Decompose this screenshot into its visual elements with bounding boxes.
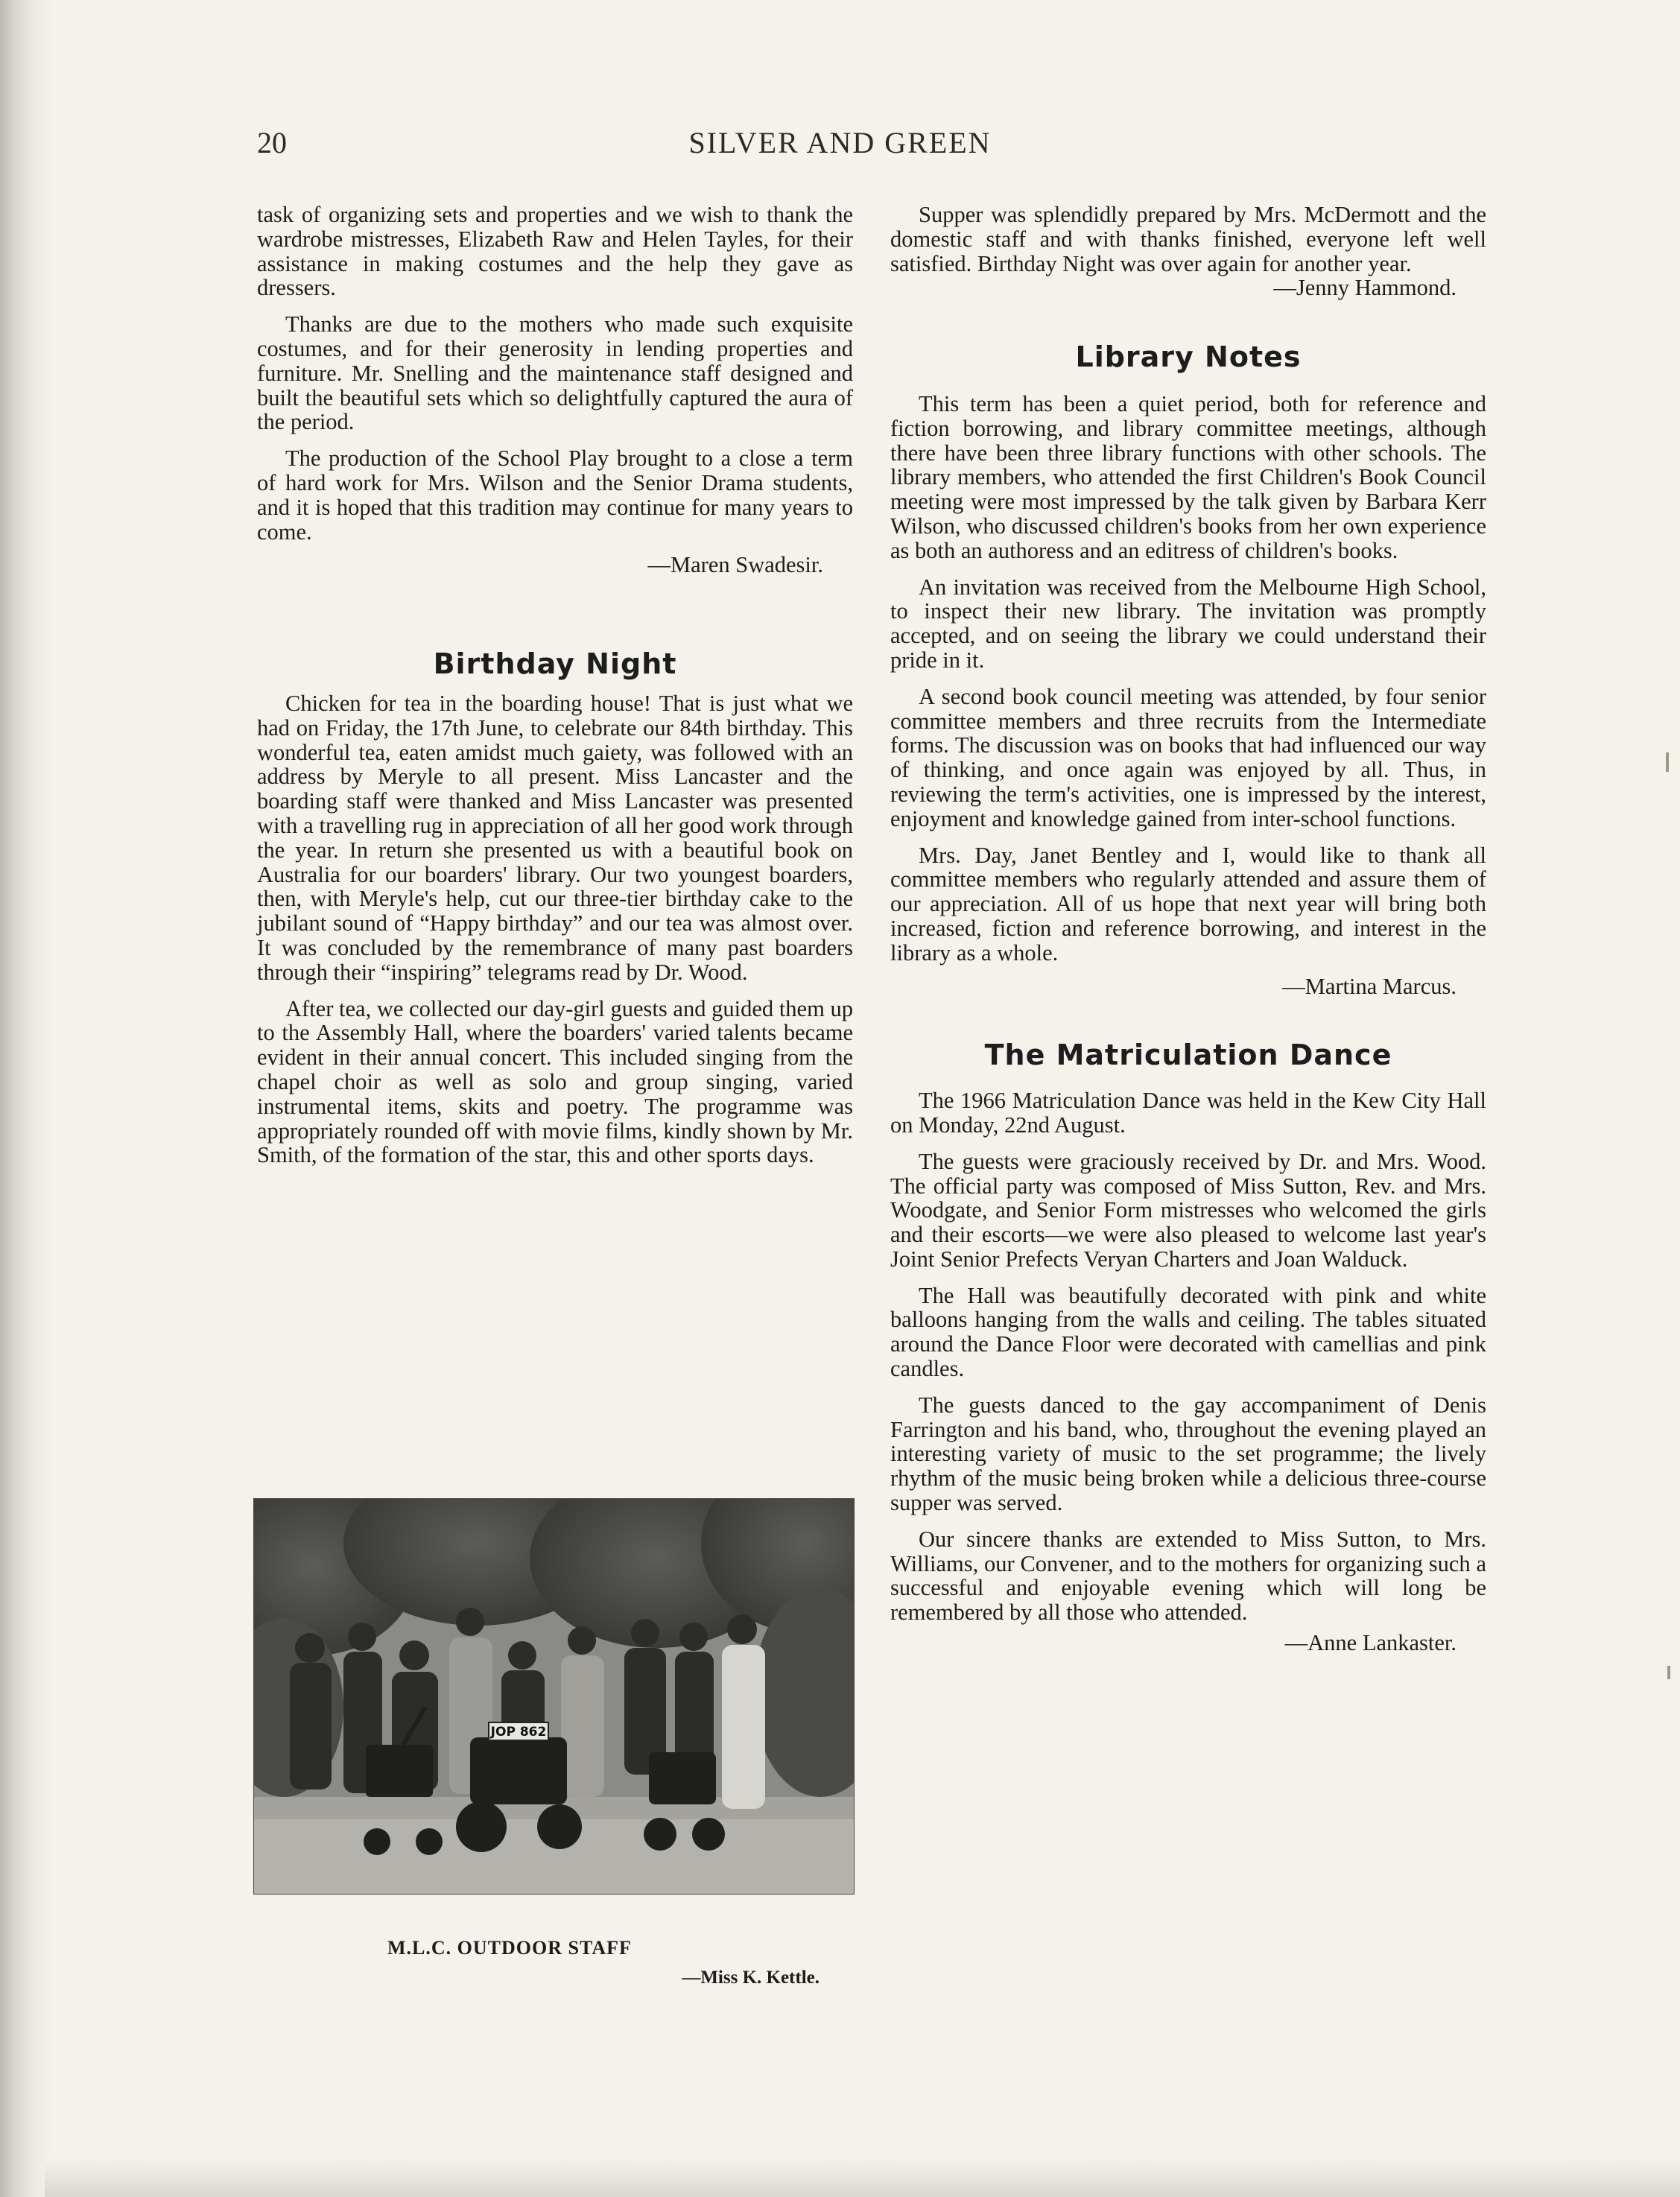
library-paragraph: Mrs. Day, Janet Bentley and I, would like to thank all committee members who regularly attended and assure them of our appreciation. All of us hope that next year will bring both increased, fiction and reference borrowing, and interest in the library as a whole. bbox=[890, 842, 1486, 966]
play-paragraph: task of organizing sets and properties and we wish to thank the wardrobe mistresses, Elizabeth Raw and Helen Tayles, for their assistance in making costumes and the help they gave as dressers. bbox=[257, 202, 853, 301]
matriculation-dance-heading: The Matriculation Dance bbox=[984, 1039, 1392, 1072]
library-notes-heading: Library Notes bbox=[1075, 340, 1302, 374]
dance-paragraph: Our sincere thanks are extended to Miss Sutton, to Mrs. Williams, our Convener, and to the mothers for organizing such a successful and enjoyable evening which will long be remembered by all those who attended. bbox=[890, 1526, 1486, 1626]
library-paragraph: An invitation was received from the Melbourne High School, to inspect their new library. The invitation was promptly accepted, and on seeing the library we could understand their pride in it. bbox=[890, 574, 1486, 673]
outdoor-staff-photo bbox=[253, 1498, 855, 1895]
birthday-paragraph: After tea, we collected our day-girl guests and guided them up to the Assembly Hall, where the boarders' varied talents became evident in their annual concert. This included singing from the chapel choir as well as solo and group singing, varied instrumental items, skits and poetry. The programme was appropriately rounded off with movie films, kindly shown by Mr. Smith, of the formation of the star, this and other sports days. bbox=[257, 995, 853, 1168]
page-edge-mark bbox=[1667, 1666, 1670, 1679]
dance-paragraph: The 1966 Matriculation Dance was held in the Kew City Hall on Monday, 22nd August. bbox=[890, 1088, 1486, 1138]
page-edge-mark bbox=[1666, 752, 1669, 772]
birthday-night-heading: Birthday Night bbox=[433, 647, 677, 681]
library-paragraph: This term has been a quiet period, both for reference and fiction borrowing, and library committee meetings, although there have been three library functions with other schools. The library members, who attended the first Children's Book Council meeting were most impressed by the talk given by Barbara Kerr Wilson, who discussed children's books from her own experience as both an authoress and an editress of children's books. bbox=[890, 390, 1486, 563]
dance-paragraph: The Hall was beautifully decorated with pink and white balloons hanging from the walls and ceiling. The tables situated around the Dance Floor were decorated with camellias and pink candles. bbox=[890, 1282, 1486, 1382]
play-signature: —Maren Swadesir. bbox=[647, 552, 823, 578]
page-number: 20 bbox=[257, 126, 287, 159]
dance-signature: —Anne Lankaster. bbox=[1284, 1630, 1456, 1656]
play-paragraph: Thanks are due to the mothers who made such exquisite costumes, and for their generosity in lending properties and furniture. Mr. Snelling and the maintenance staff designed and built the beautiful sets which so delightfully captured the aura of the period. bbox=[257, 311, 853, 435]
supper-paragraph: Supper was splendidly prepared by Mrs. McDermott and the domestic staff and with thanks finished, everyone left well satisfied. Birthday Night was over again for another year. bbox=[890, 202, 1486, 276]
mower-number-plate: JOP 862 bbox=[490, 1725, 547, 1740]
photo-caption: M.L.C. OUTDOOR STAFF bbox=[387, 1937, 632, 1959]
play-paragraph: The production of the School Play brought to a close a term of hard work for Mrs. Wilson and the Senior Drama students, and it is hoped that this tradition may continue for many years to come. bbox=[257, 446, 853, 545]
birthday-paragraph: Chicken for tea in the boarding house! That is just what we had on Friday, the 17th June, to celebrate our 84th birthday. This wonderful tea, eaten amidst much gaiety, was followed with an address by Meryle to all present. Miss Lancaster and the boarding staff were thanked and Miss Lancaster was presented with a travelling rug in appreciation of all her good work through the year. In return she presented us with a beautiful book on Australia for our boarders' library. Our two youngest boarders, then, with Meryle's help, cut our three-tier birthday cake to the jubilant sound of “Happy birthday” and our tea was almost over. It was concluded by the remembrance of many past boarders through their “inspiring” telegrams read by Dr. Wood. bbox=[257, 690, 853, 985]
supper-signature: —Jenny Hammond. bbox=[1273, 275, 1456, 301]
photo-illustration bbox=[254, 1499, 854, 1894]
dance-paragraph: The guests were graciously received by Dr. and Mrs. Wood. The official party was composed of Miss Sutton, Rev. and Mrs. Woodgate, and Senior Form mistresses who welcomed the girls and their escorts—we were also pleased to welcome last year's Joint Senior Prefects Veryan Charters and Joan Walduck. bbox=[890, 1148, 1486, 1272]
page-bottom-edge bbox=[45, 2157, 1680, 2197]
page-binding-shadow bbox=[0, 0, 52, 2197]
library-signature: —Martina Marcus. bbox=[1282, 973, 1456, 999]
dance-paragraph: The guests danced to the gay accompaniment of Denis Farrington and his band, who, throughout the evening played an interesting variety of music to the set programme; the lively rhythm of the music being broken while a delicious three-course supper was served. bbox=[890, 1392, 1486, 1516]
photo-credit: —Miss K. Kettle. bbox=[682, 1968, 820, 1988]
left-column bbox=[257, 203, 853, 1179]
right-column bbox=[890, 203, 1486, 1655]
library-paragraph: A second book council meeting was attended, by four senior committee members and three recruits from the Intermediate forms. The discussion was on books that had influenced our way of thinking, and once again was enjoyed by all. Thus, in reviewing the term's activities, one is impressed by the interest, enjoyment and knowledge gained from inter-school functions. bbox=[890, 683, 1486, 831]
magazine-title: SILVER AND GREEN bbox=[688, 126, 992, 159]
